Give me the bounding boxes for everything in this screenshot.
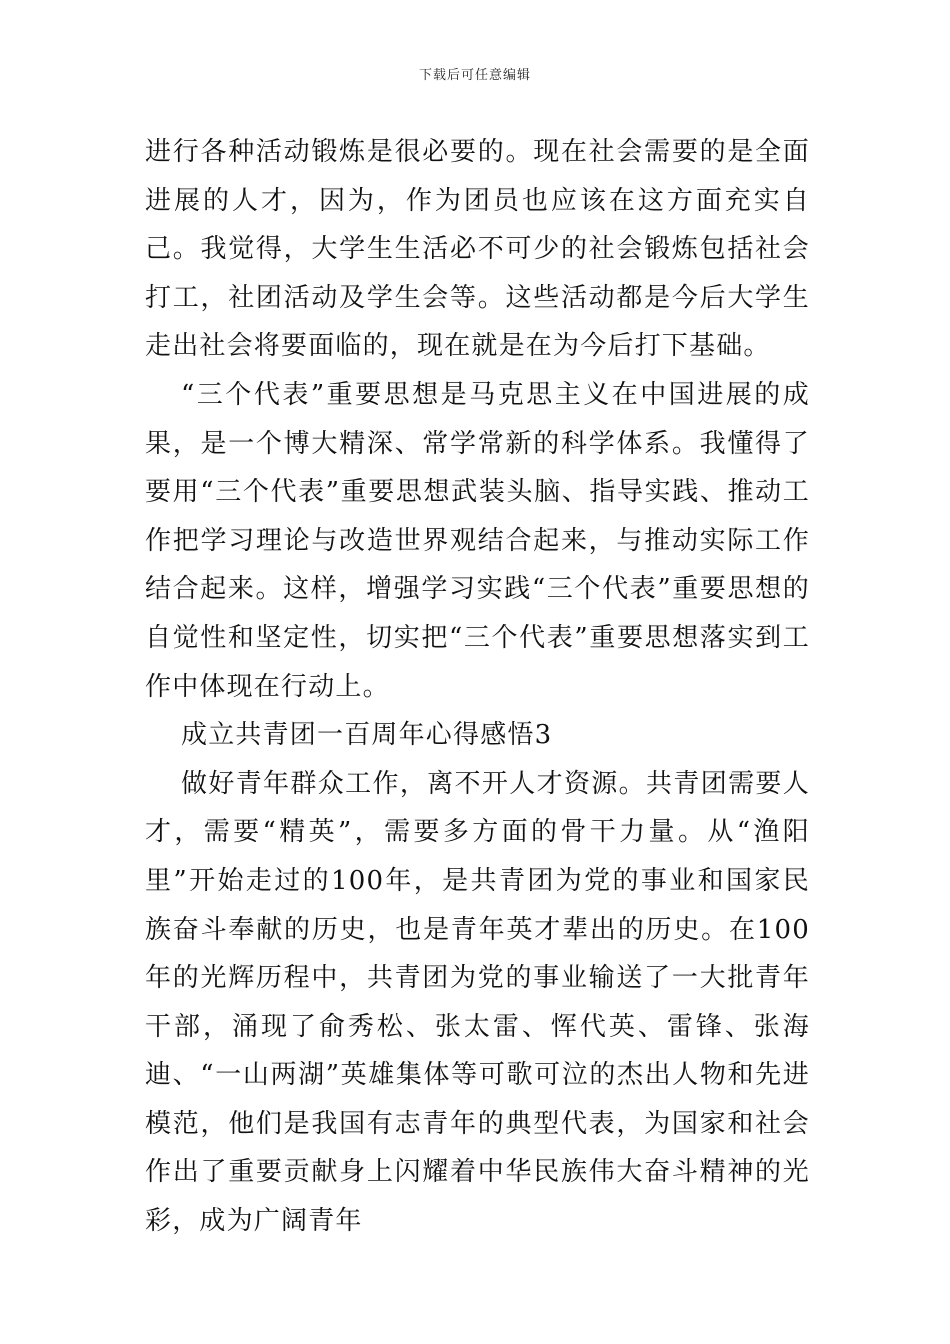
header-note: 下载后可任意编辑 (418, 68, 531, 83)
document-body (145, 128, 810, 1246)
section-heading: 成立共青团一百周年心得感悟3 (181, 720, 553, 751)
paragraph-activities: 进行各种活动锻炼是很必要的。现在社会需要的是全面进展的人才，因为，作为团员也应该在这方面充实自己。我觉得，大学生生活必不可少的社会锻炼包括社会打工，社团活动及学生会等。这些活动都是今后大学生走出社会将要面临的，现在就是在为今后打下基础。 (145, 137, 810, 362)
paragraph-youth-work: 做好青年群众工作，离不开人才资源。共青团需要人才，需要“精英”，需要多方面的骨干力量。从“渔阳里”开始走过的100年，是共青团为党的事业和国家民族奋斗奉献的历史，也是青年英才辈出的历史。在100年的光辉历程中，共青团为党的事业输送了一大批青年干部，涌现了俞秀松、张太雷、恽代英、雷锋、张海迪、“一山两湖”英雄集体等可歌可泣的杰出人物和先进模范，他们是我国有志青年的典型代表，为国家和社会作出了重要贡献身上闪耀着中华民族伟大奋斗精神的光彩，成为广阔青年 (145, 768, 810, 1237)
paragraph-three-represents: “三个代表”重要思想是马克思主义在中国进展的成果，是一个博大精深、常学常新的科学体系。我懂得了要用“三个代表”重要思想武装头脑、指导实践、推动工作把学习理论与改造世界观结合起来，与推动实际工作结合起来。这样，增强学习实践“三个代表”重要思想的自觉性和坚定性，切实把“三个代表”重要思想落实到工作中体现在行动上。 (145, 379, 810, 702)
